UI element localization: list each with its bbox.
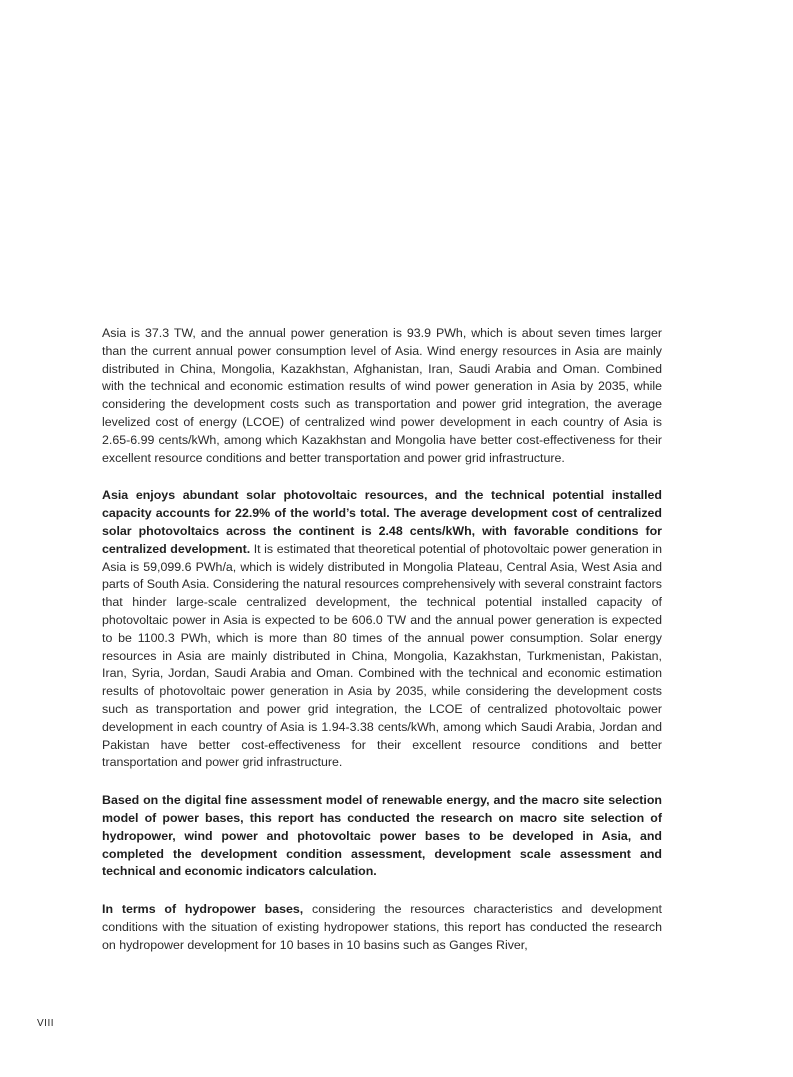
document-body — [102, 325, 662, 975]
paragraph-site-selection — [102, 792, 662, 881]
paragraph-text: considering the resources characteristics and development conditions with the situation of existing hydropower stations, this report has conducted the research on hydropower development for 10 bases in 10 basins such as Ganges River, — [102, 902, 662, 952]
page-number: VIII — [37, 1018, 55, 1029]
paragraph-wind-energy — [102, 325, 662, 467]
paragraph-bold-lead: In terms of hydropower bases, — [102, 902, 304, 917]
paragraph-text: It is estimated that theoretical potential of photovoltaic power generation in Asia is 59,099.6 PWh/a, which is widely distributed in Mongolia Plateau, Central Asia, West Asia and parts of South Asia. Considering the natural resources comprehensively with several constraint factors that hinder large-scale centralized development, the technical potential installed capacity of photovoltaic power in Asia is expected to be 606.0 TW and the annual power generation is expected to be 1100.3 PWh, which is more than 80 times of the annual power consumption. Solar energy resources in Asia are mainly distributed in China, Mongolia, Kazakhstan, Turkmenistan, Pakistan, Iran, Syria, Jordan, Saudi Arabia and Oman. Combined with the technical and economic estimation results of photovoltaic power generation in Asia by 2035, while considering the development costs such as transportation and power grid integration, the LCOE of centralized photovoltaic power development in each country of Asia is 1.94-3.38 cents/kWh, among which Saudi Arabia, Jordan and Pakistan have better cost-effectiveness for their excellent resource conditions and better transportation and power grid infrastructure. — [102, 541, 663, 770]
paragraph-solar-energy — [102, 487, 662, 772]
paragraph-bold-lead: Asia enjoys abundant solar photovoltaic resources, and the technical potential installed capacity accounts for 22.9% of the world’s total. The average development cost of centralized solar photovoltaics across the continent is 2.48 cents/kWh, with favorable conditions for centralized development. — [102, 488, 662, 556]
paragraph-hydropower-bases — [102, 901, 662, 954]
paragraph-bold-lead: Based on the digital fine assessment model of renewable energy, and the macro site selection model of power bases, this report has conducted the research on macro site selection of hydropower, wind power and photovoltaic power bases to be developed in Asia, and completed the development condition assessment, development scale assessment and technical and economic indicators calculation. — [102, 793, 662, 879]
paragraph-text: Asia is 37.3 TW, and the annual power generation is 93.9 PWh, which is about seven times larger than the current annual power consumption level of Asia. Wind energy resources in Asia are mainly distributed in China, Mongolia, Kazakhstan, Afghanistan, Iran, Saudi Arabia and Oman. Combined with the technical and economic estimation results of wind power generation in Asia by 2035, while considering the development costs such as transportation and power grid integration, the average levelized cost of energy (LCOE) of centralized wind power development in each country of Asia is 2.65-6.99 cents/kWh, among which Kazakhstan and Mongolia have better cost-effectiveness for their excellent resource conditions and better transportation and power grid infrastructure. — [102, 326, 662, 465]
